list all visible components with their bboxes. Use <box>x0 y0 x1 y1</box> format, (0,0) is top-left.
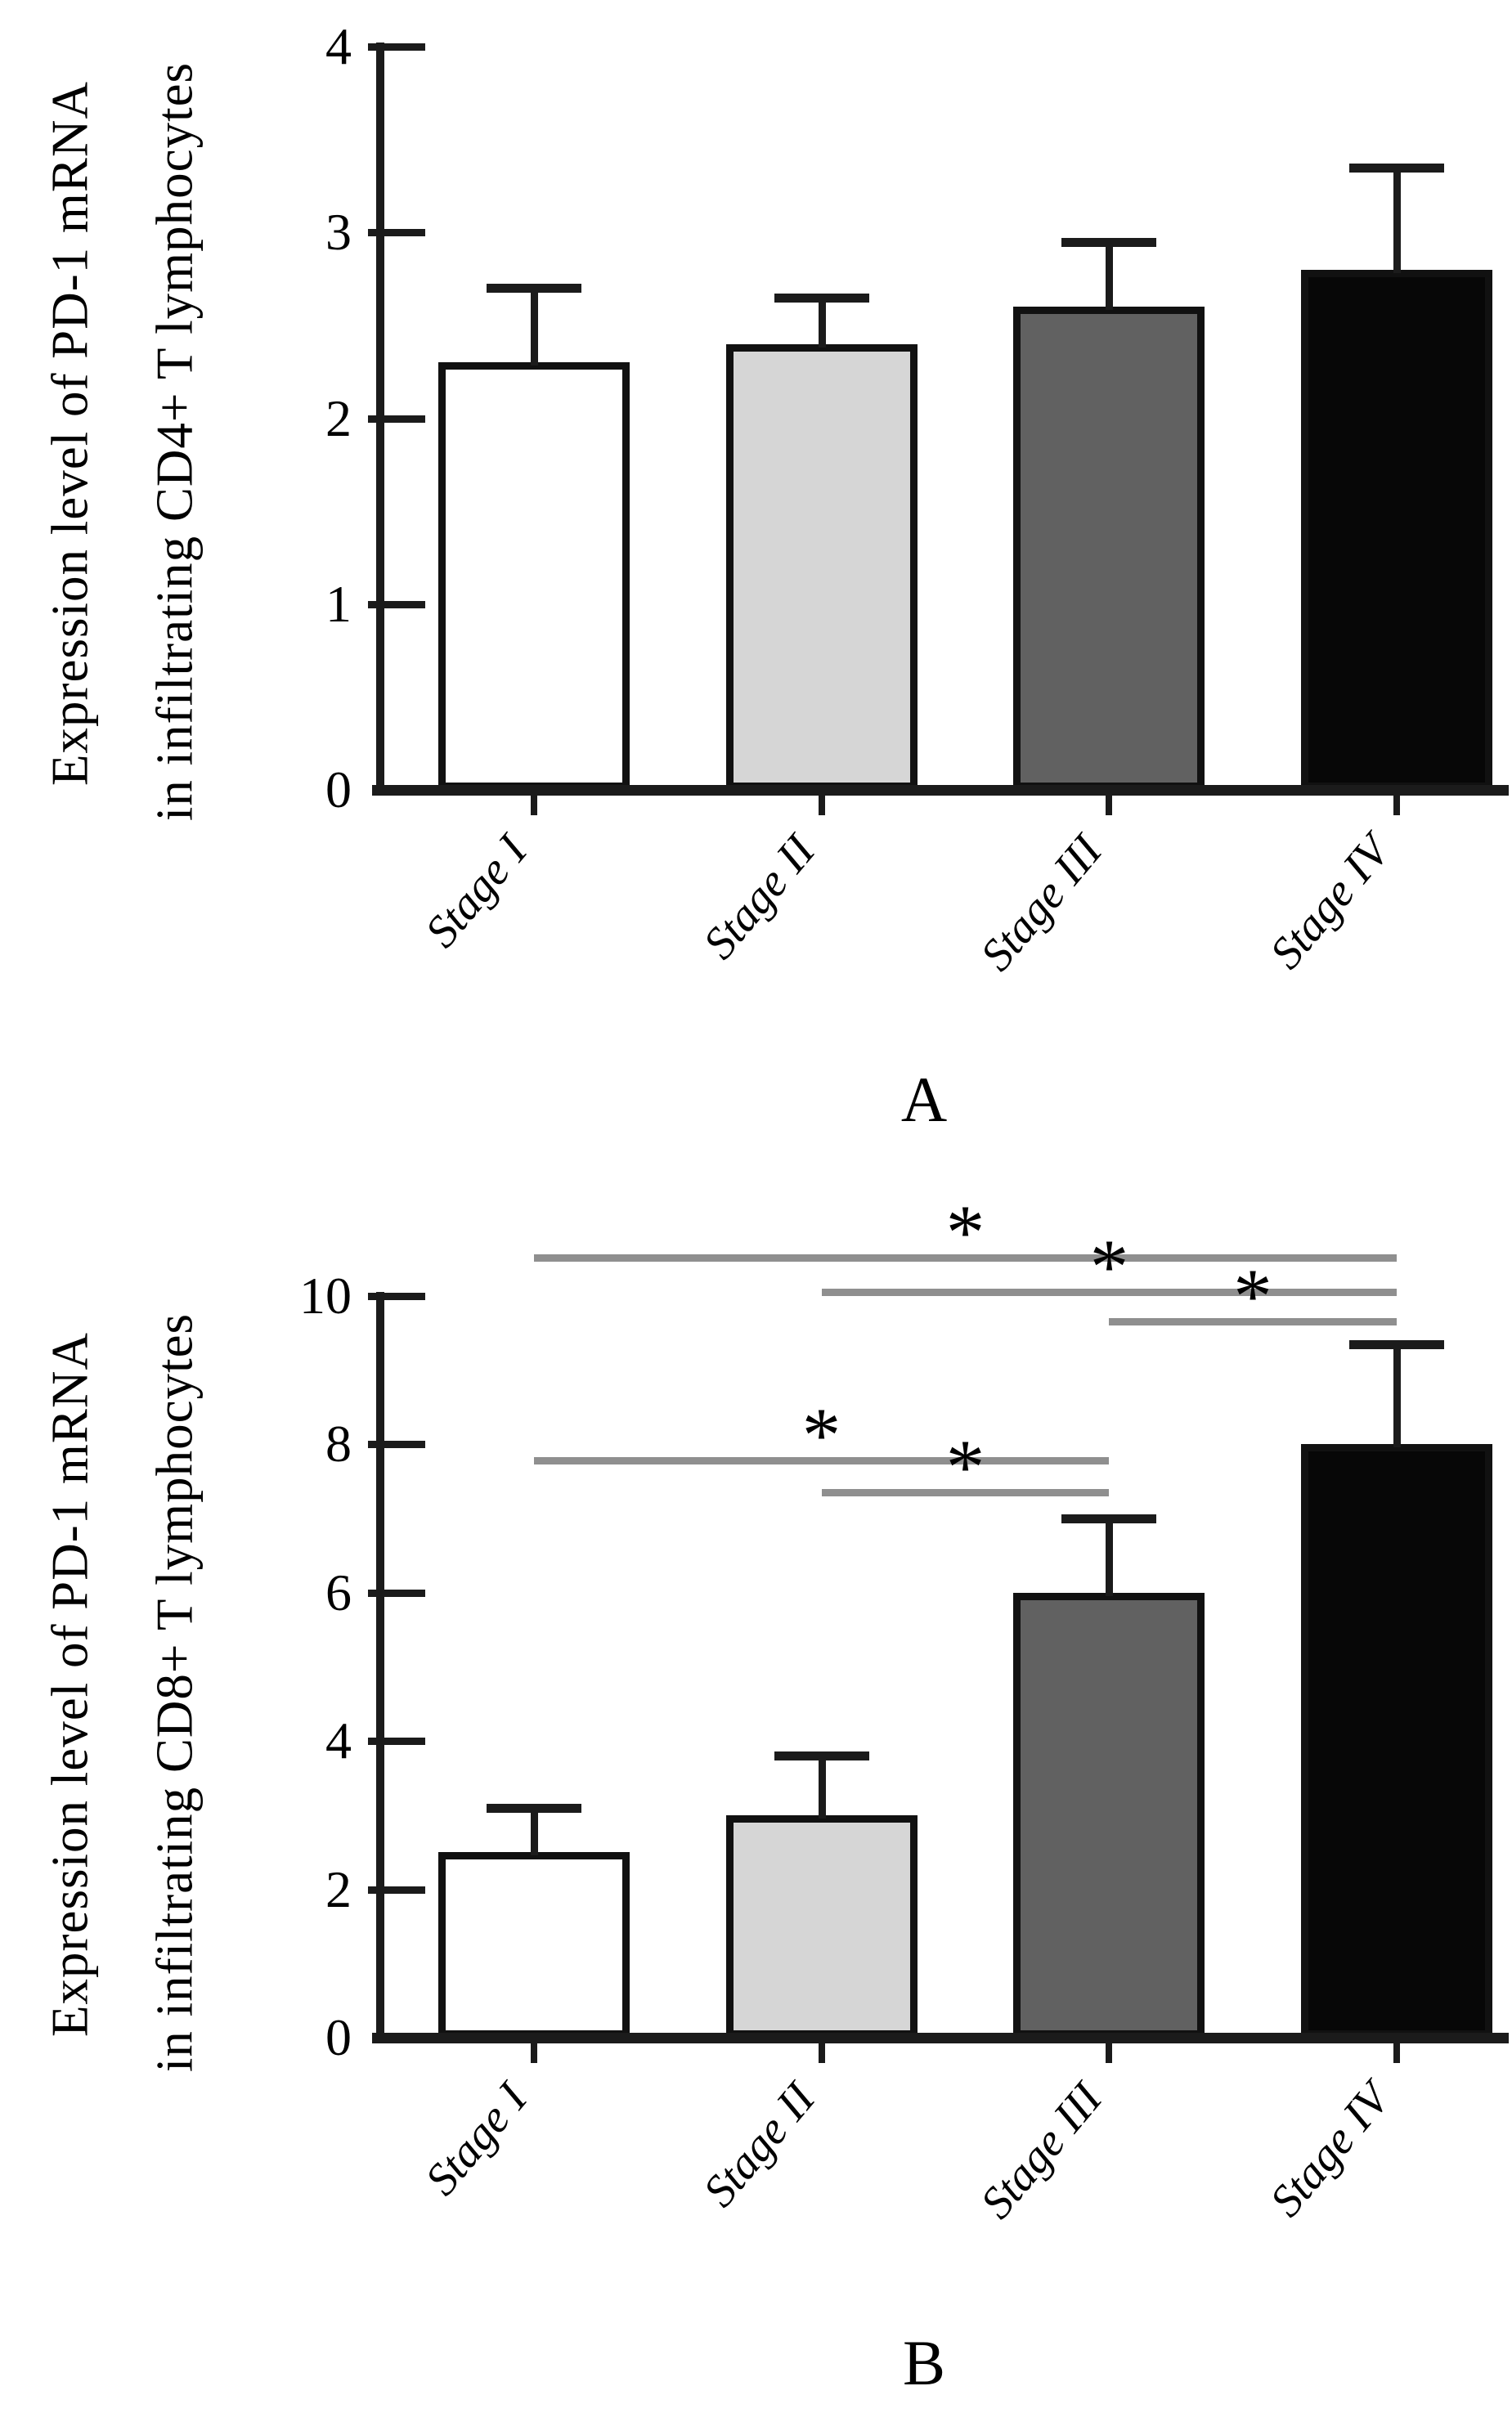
error-bar-stem <box>1393 1344 1401 1447</box>
x-category-label: Stage III <box>971 826 1112 980</box>
y-tick <box>368 229 425 236</box>
y-tick-label: 6 <box>325 1563 352 1621</box>
y-tick <box>368 415 425 423</box>
bar-stage-iii <box>1013 1593 1205 2038</box>
error-bar-cap <box>774 294 869 303</box>
bar-stage-i <box>438 362 630 790</box>
y-tick-label: 8 <box>325 1415 352 1473</box>
y-tick-label: 10 <box>299 1267 352 1325</box>
significance-asterisk: * <box>1233 1253 1272 1339</box>
y-tick-label: 4 <box>325 17 352 75</box>
bar-stage-i <box>438 1852 630 2038</box>
error-bar-cap <box>487 284 581 293</box>
significance-asterisk: * <box>801 1392 841 1478</box>
panel-a-ylabel-line1: Expression level of PD-1 mRNA <box>41 81 99 786</box>
y-tick-label: 0 <box>325 760 352 819</box>
x-tick <box>1106 2042 1112 2063</box>
y-tick <box>368 1441 425 1448</box>
error-bar-cap <box>1061 1514 1156 1523</box>
x-axis-line <box>372 785 1509 796</box>
error-bar-stem <box>531 1808 538 1855</box>
x-tick <box>1106 794 1112 815</box>
panel-b-ylabel-line2: in infiltrating CD8+ T lymphocytes <box>146 1312 204 2073</box>
error-bar-cap <box>1349 1340 1444 1349</box>
error-bar-cap <box>1061 238 1156 247</box>
error-bar-stem <box>531 288 538 366</box>
y-tick-label: 4 <box>325 1711 352 1770</box>
x-category-label: Stage IV <box>1260 826 1400 979</box>
significance-asterisk: * <box>1089 1223 1129 1310</box>
y-tick <box>368 601 425 608</box>
y-tick-label: 1 <box>325 574 352 633</box>
bar-stage-iv <box>1301 1444 1492 2038</box>
panel-a-ylabel-line2: in infiltrating CD4+ T lymphocytes <box>146 61 204 822</box>
error-bar-cap <box>487 1804 581 1813</box>
y-tick <box>368 1886 425 1894</box>
x-category-label: Stage III <box>971 2074 1112 2228</box>
x-tick <box>1393 794 1400 815</box>
bar-stage-ii <box>726 1815 918 2038</box>
x-axis-line <box>372 2033 1509 2043</box>
x-tick <box>819 2042 825 2063</box>
significance-asterisk: * <box>945 1189 985 1276</box>
y-tick <box>368 1293 425 1300</box>
x-tick <box>1393 2042 1400 2063</box>
y-tick-label: 0 <box>325 2008 352 2066</box>
x-tick <box>531 2042 537 2063</box>
error-bar-stem <box>1106 242 1113 311</box>
x-category-label: Stage II <box>693 826 825 969</box>
panel-b-caption: B <box>902 2327 946 2398</box>
x-category-label: Stage I <box>415 826 537 958</box>
y-tick <box>368 1590 425 1597</box>
error-bar-stem <box>819 1756 826 1819</box>
x-category-label: Stage IV <box>1260 2074 1400 2227</box>
x-category-label: Stage I <box>415 2074 537 2205</box>
y-tick <box>368 1738 425 1745</box>
error-bar-cap <box>1349 164 1444 173</box>
bar-stage-ii <box>726 344 918 790</box>
y-axis-line <box>376 1292 384 2042</box>
y-tick-label: 2 <box>325 1859 352 1918</box>
error-bar-cap <box>774 1751 869 1760</box>
y-tick-label: 2 <box>325 388 352 447</box>
x-tick <box>531 794 537 815</box>
significance-asterisk: * <box>945 1424 985 1510</box>
panel-a-caption: A <box>900 1064 948 1135</box>
x-category-label: Stage II <box>693 2074 825 2217</box>
x-tick <box>819 794 825 815</box>
bar-stage-iii <box>1013 307 1205 790</box>
panel-b-ylabel-line1: Expression level of PD-1 mRNA <box>41 1332 99 2037</box>
error-bar-stem <box>1393 168 1401 273</box>
error-bar-stem <box>819 298 826 348</box>
bar-stage-iv <box>1301 270 1492 790</box>
y-tick <box>368 43 425 51</box>
y-tick-label: 3 <box>325 203 352 262</box>
error-bar-stem <box>1106 1518 1113 1596</box>
